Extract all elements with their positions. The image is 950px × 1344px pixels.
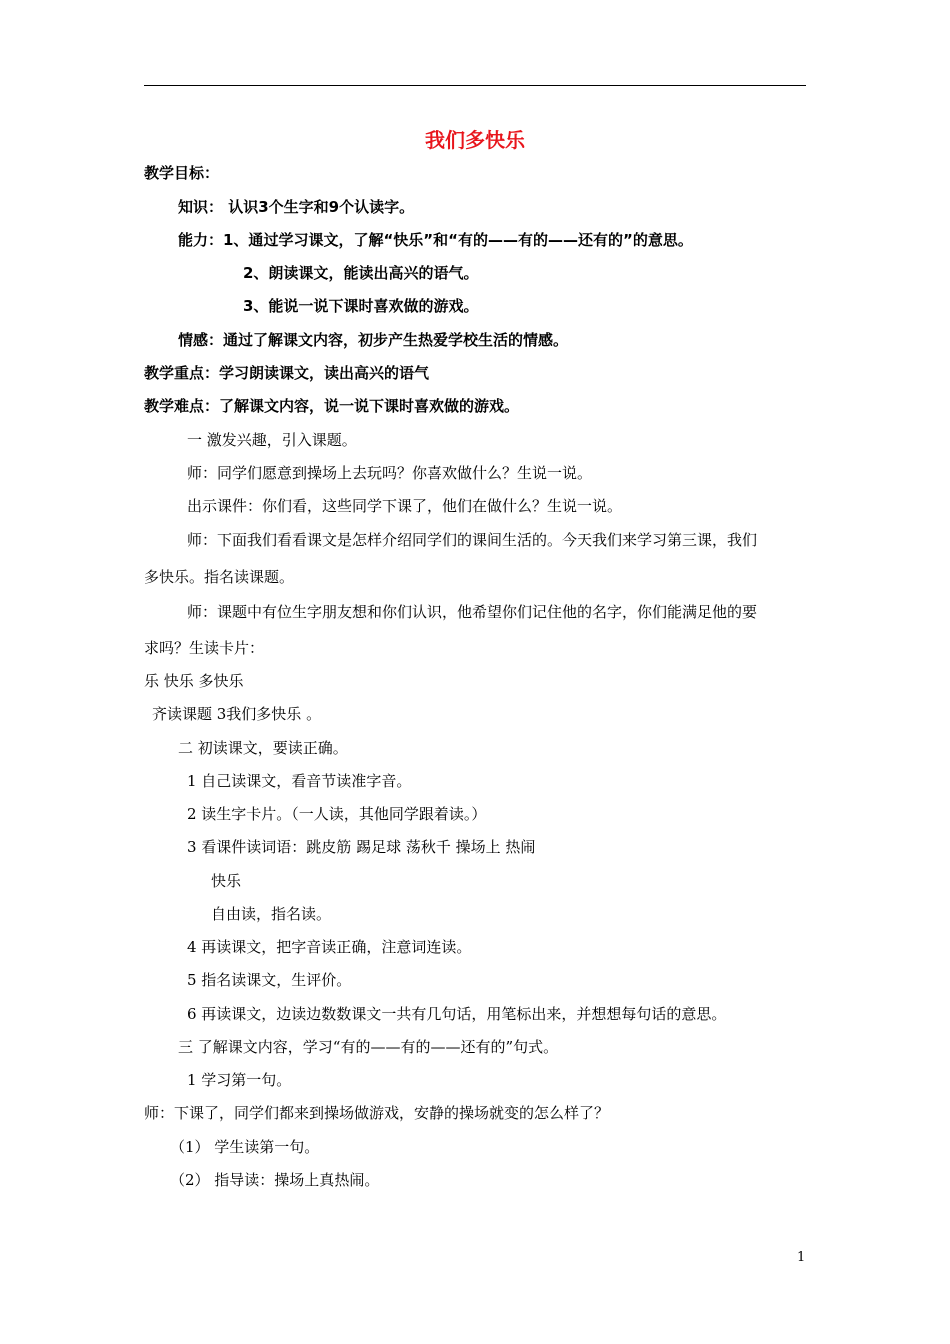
word-cards: 乐 快乐 多快乐 bbox=[144, 672, 244, 690]
list-item: 1 自己读课文，看音节读准字音。 bbox=[187, 772, 412, 790]
list-item: 2 读生字卡片。（一人读，其他同学跟着读。） bbox=[187, 805, 487, 823]
paragraph: 师：下面我们看看课文是怎样介绍同学们的课间生活的。今天我们来学习第三课，我们 bbox=[187, 531, 758, 549]
objective-ability-2: 2、朗读课文，能读出高兴的语气。 bbox=[243, 264, 479, 282]
teaching-difficulty: 教学难点：了解课文内容，说一说下课时喜欢做的游戏。 bbox=[144, 397, 520, 415]
paragraph: 师：课题中有位生字朋友想和你们认识，他希望你们记住他的名字，你们能满足他的要 bbox=[187, 603, 758, 621]
list-item: 5 指名读课文，生评价。 bbox=[187, 971, 352, 989]
list-item: 3 看课件读词语：跳皮筋 踢足球 荡秋千 操场上 热闹 bbox=[187, 838, 536, 856]
header-rule bbox=[144, 85, 806, 86]
paragraph: 出示课件：你们看，这些同学下课了，他们在做什么？生说一说。 bbox=[187, 497, 623, 515]
objective-ability-3: 3、能说一说下课时喜欢做的游戏。 bbox=[243, 297, 479, 315]
paragraph-continuation: 多快乐。指名读课题。 bbox=[144, 568, 295, 586]
list-item: （2） 指导读：操场上真热闹。 bbox=[170, 1171, 380, 1189]
list-item: 4 再读课文，把字音读正确，注意词连读。 bbox=[187, 938, 472, 956]
paragraph-continuation: 求吗？生读卡片： bbox=[144, 639, 265, 657]
list-item-continuation: 自由读，指名读。 bbox=[211, 905, 332, 923]
paragraph: 齐读课题 3我们多快乐 。 bbox=[152, 705, 322, 723]
objective-knowledge: 知识： 认识3个生字和9个认读字。 bbox=[178, 198, 415, 216]
list-item: 6 再读课文，边读边数数课文一共有几句话，用笔标出来，并想想每句话的意思。 bbox=[187, 1005, 727, 1023]
section-heading-objectives: 教学目标： bbox=[144, 164, 220, 182]
paragraph: 师：同学们愿意到操场上去玩吗？你喜欢做什么？生说一说。 bbox=[187, 464, 593, 482]
paragraph: 师：下课了，同学们都来到操场做游戏，安静的操场就变的怎么样了？ bbox=[144, 1104, 610, 1122]
step-2-heading: 二 初读课文，要读正确。 bbox=[178, 739, 348, 757]
page-number: 1 bbox=[797, 1250, 806, 1265]
teaching-focus: 教学重点：学习朗读课文，读出高兴的语气 bbox=[144, 364, 430, 382]
list-item-continuation: 快乐 bbox=[211, 872, 242, 890]
document-title: 我们多快乐 bbox=[425, 128, 525, 152]
list-item: （1） 学生读第一句。 bbox=[170, 1138, 320, 1156]
objective-ability-1: 能力：1、通过学习课文，了解“快乐”和“有的——有的——还有的”的意思。 bbox=[178, 231, 693, 249]
step-3-heading: 三 了解课文内容，学习“有的——有的——还有的”句式。 bbox=[178, 1038, 559, 1056]
step-1-heading: 一 激发兴趣，引入课题。 bbox=[187, 431, 357, 449]
sub-step: 1 学习第一句。 bbox=[187, 1071, 292, 1089]
objective-emotion: 情感：通过了解课文内容，初步产生热爱学校生活的情感。 bbox=[178, 331, 569, 349]
